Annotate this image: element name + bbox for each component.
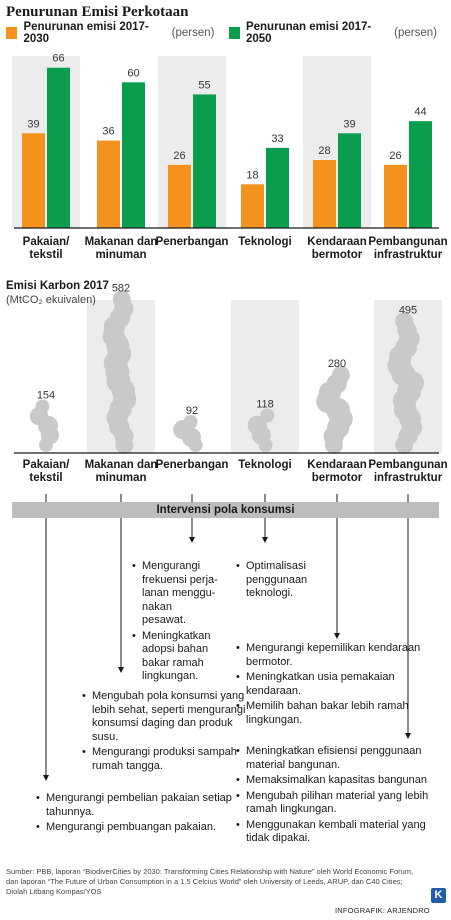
intervention-banner: Intervensi pola konsumsi <box>12 502 439 518</box>
intervention-list-pakaian <box>36 792 236 837</box>
reduction-category-label <box>368 236 448 262</box>
value-label-2050: 39 <box>343 118 356 131</box>
intervention-list-pembangunan <box>236 745 431 848</box>
carbon-chart-title: Emisi Karbon 2017 <box>6 280 109 292</box>
value-label-2030: 28 <box>318 145 331 157</box>
source-footnote: Sumber: PBB, laporan “BiodiverCities by 2030: Transforming Cities Relationship with Nature” oleh World Economic Forum, dan laporan “The Future of Urban Consumption in a 1.5 Celcius World” oleh University of Leeds, ARUP, dan C40 Cities; Diolah Litbang Kompas/YOS <box>6 867 414 896</box>
emission-value-label: 154 <box>36 389 56 402</box>
bar-2050 <box>338 133 361 228</box>
category-line: Kendaraan <box>307 236 367 248</box>
carbon-category-label <box>152 459 232 472</box>
legend-label-2030: Penurunan emisi 2017-2030 <box>23 21 149 45</box>
category-line: bermotor <box>311 249 363 261</box>
category-line: bermotor <box>311 472 363 484</box>
category-line: Makanan dan <box>84 459 158 471</box>
value-label-2030: 26 <box>173 149 186 162</box>
value-label-2030: 26 <box>389 149 402 162</box>
category-line: minuman <box>95 472 147 484</box>
value-label-2030: 36 <box>102 125 115 138</box>
emission-smoke-column <box>316 366 353 454</box>
category-line: Makanan dan <box>84 236 158 248</box>
list-item: • Mengurangi pembuangan pakaian. <box>36 821 236 835</box>
legend-label-2050: Penurunan emisi 2017-2050 <box>245 21 372 45</box>
category-line: Pembangunan <box>368 459 448 471</box>
category-line: infrastruktur <box>373 249 443 261</box>
emission-smoke-column <box>173 415 202 452</box>
bar-2050 <box>409 121 432 228</box>
category-line: Teknologi <box>238 236 292 248</box>
intervention-list-teknologi <box>236 560 322 603</box>
bar-2030 <box>168 165 191 228</box>
category-line: Penerbangan <box>155 236 229 248</box>
emission-smoke-column <box>30 399 59 452</box>
carbon-category-label <box>225 459 305 472</box>
reduction-category-label <box>152 236 232 249</box>
page-title: Penurunan Emisi Perkotaan <box>6 4 189 20</box>
bar-2030 <box>384 165 407 228</box>
category-line: Penerbangan <box>155 459 229 471</box>
list-item: • Meningkatkan efisiensi penggunaan material bangunan. <box>236 745 431 772</box>
reduction-category-label <box>225 236 305 249</box>
list-item: • Mengurangi produksi sampah rumah tangga. <box>82 746 257 773</box>
category-line: infrastruktur <box>373 472 443 484</box>
category-line: minuman <box>95 249 147 261</box>
category-line: Pembangunan <box>368 236 448 248</box>
list-item: • Mengubah pilihan material yang lebih ramah lingkungan. <box>236 790 431 817</box>
intervention-list-penerbangan <box>132 560 218 686</box>
category-line: tekstil <box>29 249 63 261</box>
kompas-logo: K <box>431 888 446 903</box>
bar-2030 <box>22 133 45 228</box>
bar-2030 <box>313 160 336 228</box>
carbon-chart-unit: (MtCO₂ ekuivalen) <box>6 294 96 306</box>
intervention-list-kendaraan <box>236 642 426 729</box>
value-label-2030: 18 <box>246 169 259 182</box>
reduction-category-label <box>297 236 377 262</box>
legend-unit-2050: (persen) <box>394 27 437 39</box>
emission-value-label: 280 <box>327 358 347 370</box>
value-label-2050: 66 <box>52 52 65 65</box>
list-item: • Memilih bahan bakar lebih ramah lingkungan. <box>236 700 426 727</box>
category-line: Kendaraan <box>307 459 367 471</box>
list-item: • Mengurangi frekuensi perja-lanan menggu-nakan pesawat. <box>132 560 218 628</box>
infographic-credit: INFOGRAFIK: ARJENDRO <box>335 906 430 915</box>
value-label-2050: 60 <box>127 67 140 80</box>
category-line: Teknologi <box>238 459 292 471</box>
list-item: • Meningkatkan usia pemakaian kendaraan. <box>236 671 426 698</box>
bar-2050 <box>266 148 289 228</box>
list-item: • Mengubah pola konsumsi yang lebih sehat, seperti mengurangi konsumsi daging dan produk susu. <box>82 690 257 744</box>
list-item: • Mengurangi pembelian pakaian setiap tahunnya. <box>36 792 236 819</box>
emission-value-label: 92 <box>185 405 199 417</box>
legend-unit-2030: (persen) <box>171 27 215 39</box>
category-line: tekstil <box>29 472 63 484</box>
intervention-list-makanan <box>82 690 257 775</box>
bar-2050 <box>47 68 70 228</box>
value-label-2050: 33 <box>271 132 284 145</box>
value-label-2050: 44 <box>414 106 427 119</box>
list-item: • Meningkatkan adopsi bahan bakar ramah lingkungan. <box>132 630 218 684</box>
value-label-2050: 55 <box>198 79 211 92</box>
list-item: • Menggunakan kembali material yang tidak dipakai. <box>236 819 431 846</box>
emission-value-label: 495 <box>398 304 418 317</box>
list-item: • Memaksimalkan kapasitas bangunan <box>236 774 431 788</box>
reduction-category-label <box>6 236 86 262</box>
bar-2030 <box>97 141 120 228</box>
category-line: Pakaian/ <box>22 236 70 248</box>
bar-2050 <box>122 82 145 228</box>
bar-2050 <box>193 94 216 228</box>
emission-value-label: 582 <box>111 282 131 295</box>
value-label-2030: 39 <box>27 118 40 131</box>
emission-value-label: 118 <box>256 398 274 411</box>
reduction-category-label <box>81 236 161 262</box>
list-item: • Optimalisasi penggunaan teknologi. <box>236 560 322 601</box>
category-line: Pakaian/ <box>22 459 70 471</box>
list-item: • Mengurangi kepemilikan kendaraan bermotor. <box>236 642 426 669</box>
bar-2030 <box>241 184 264 228</box>
